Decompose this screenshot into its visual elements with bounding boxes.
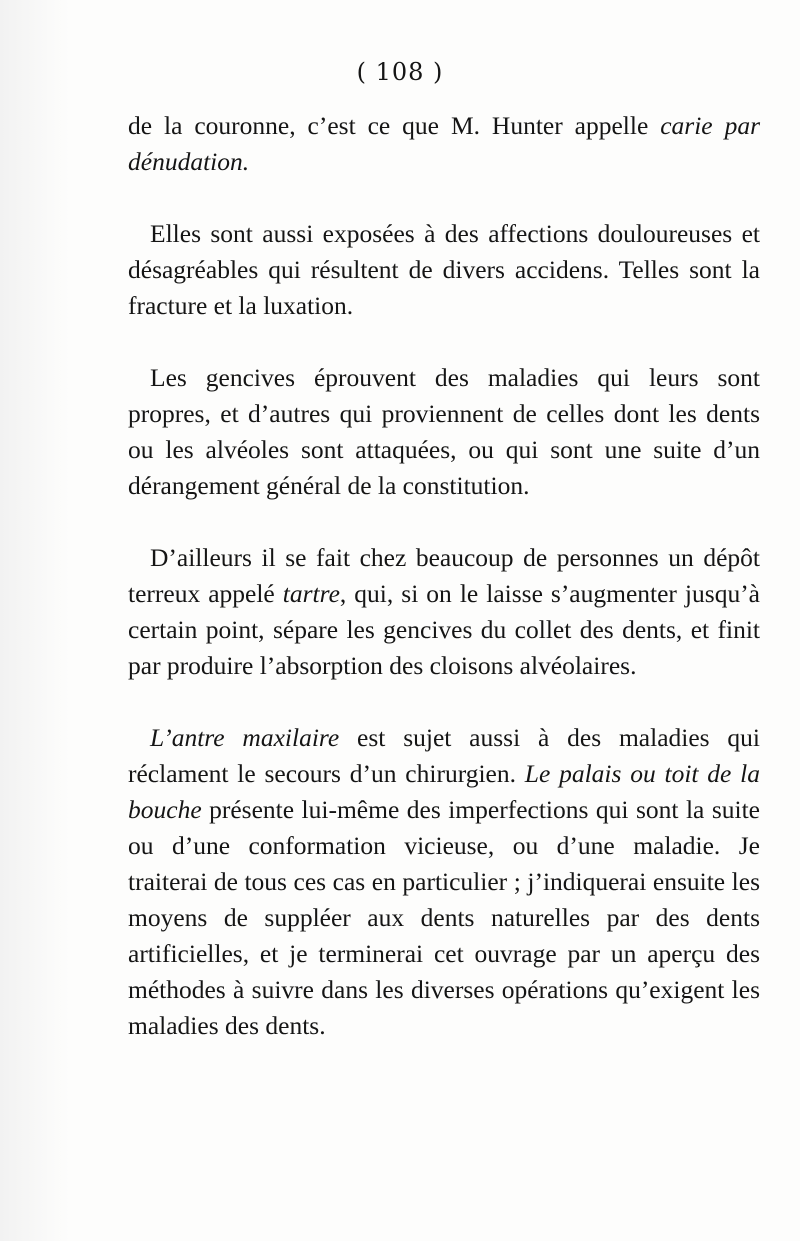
page-gutter-shadow (0, 0, 70, 1241)
italic-text: carie par dénudation. (128, 111, 760, 176)
text-run: Elles sont aussi exposées à des affections douloureuses et désagréables qui résultent de divers accidens. Telles sont la fracture et la luxation. (128, 219, 760, 320)
paragraph-5 (128, 720, 760, 1044)
page-number: ( 108 ) (356, 58, 444, 86)
italic-text: L’antre maxilaire (150, 723, 340, 752)
body-text (128, 108, 760, 1044)
paragraph-3 (128, 360, 760, 504)
paragraph-2 (128, 216, 760, 324)
text-run: D’ailleurs il se fait chez beaucoup de personnes un dépôt terreux appelé (128, 543, 760, 608)
text-run: de la couronne, c’est ce que M. Hunter appelle (128, 111, 661, 140)
text-run: , qui, si on le laisse s’augmenter jusqu’à certain point, sépare les gencives du collet des dents, et finit par produire l’absorption des cloisons alvéolaires. (128, 579, 761, 680)
text-run: Les gencives éprouvent des maladies qui leurs sont propres, et d’autres qui proviennent de celles dont les dents ou les alvéoles sont attaquées, ou qui sont une suite d’un dérangement général de la constitution. (128, 363, 760, 500)
text-run: est sujet aussi à des maladies qui réclament le secours d’un chirurgien. (128, 723, 761, 788)
italic-text: Le palais ou toit de la bouche (128, 759, 761, 824)
text-run: présente lui-même des imperfections qui sont la suite ou d’une conformation vicieuse, ou d’une maladie. Je traiterai de tous ces cas en particulier ; j’indiquerai ensuite les moyens de suppléer aux dents naturelles par des dents artificielles, et je terminerai cet ouvrage par un aperçu des méthodes à suivre dans les diverses opérations qu’exigent les maladies des dents. (128, 795, 760, 1040)
italic-text: tartre (282, 579, 340, 608)
paragraph-4 (128, 540, 760, 684)
paragraph-1 (128, 108, 760, 180)
